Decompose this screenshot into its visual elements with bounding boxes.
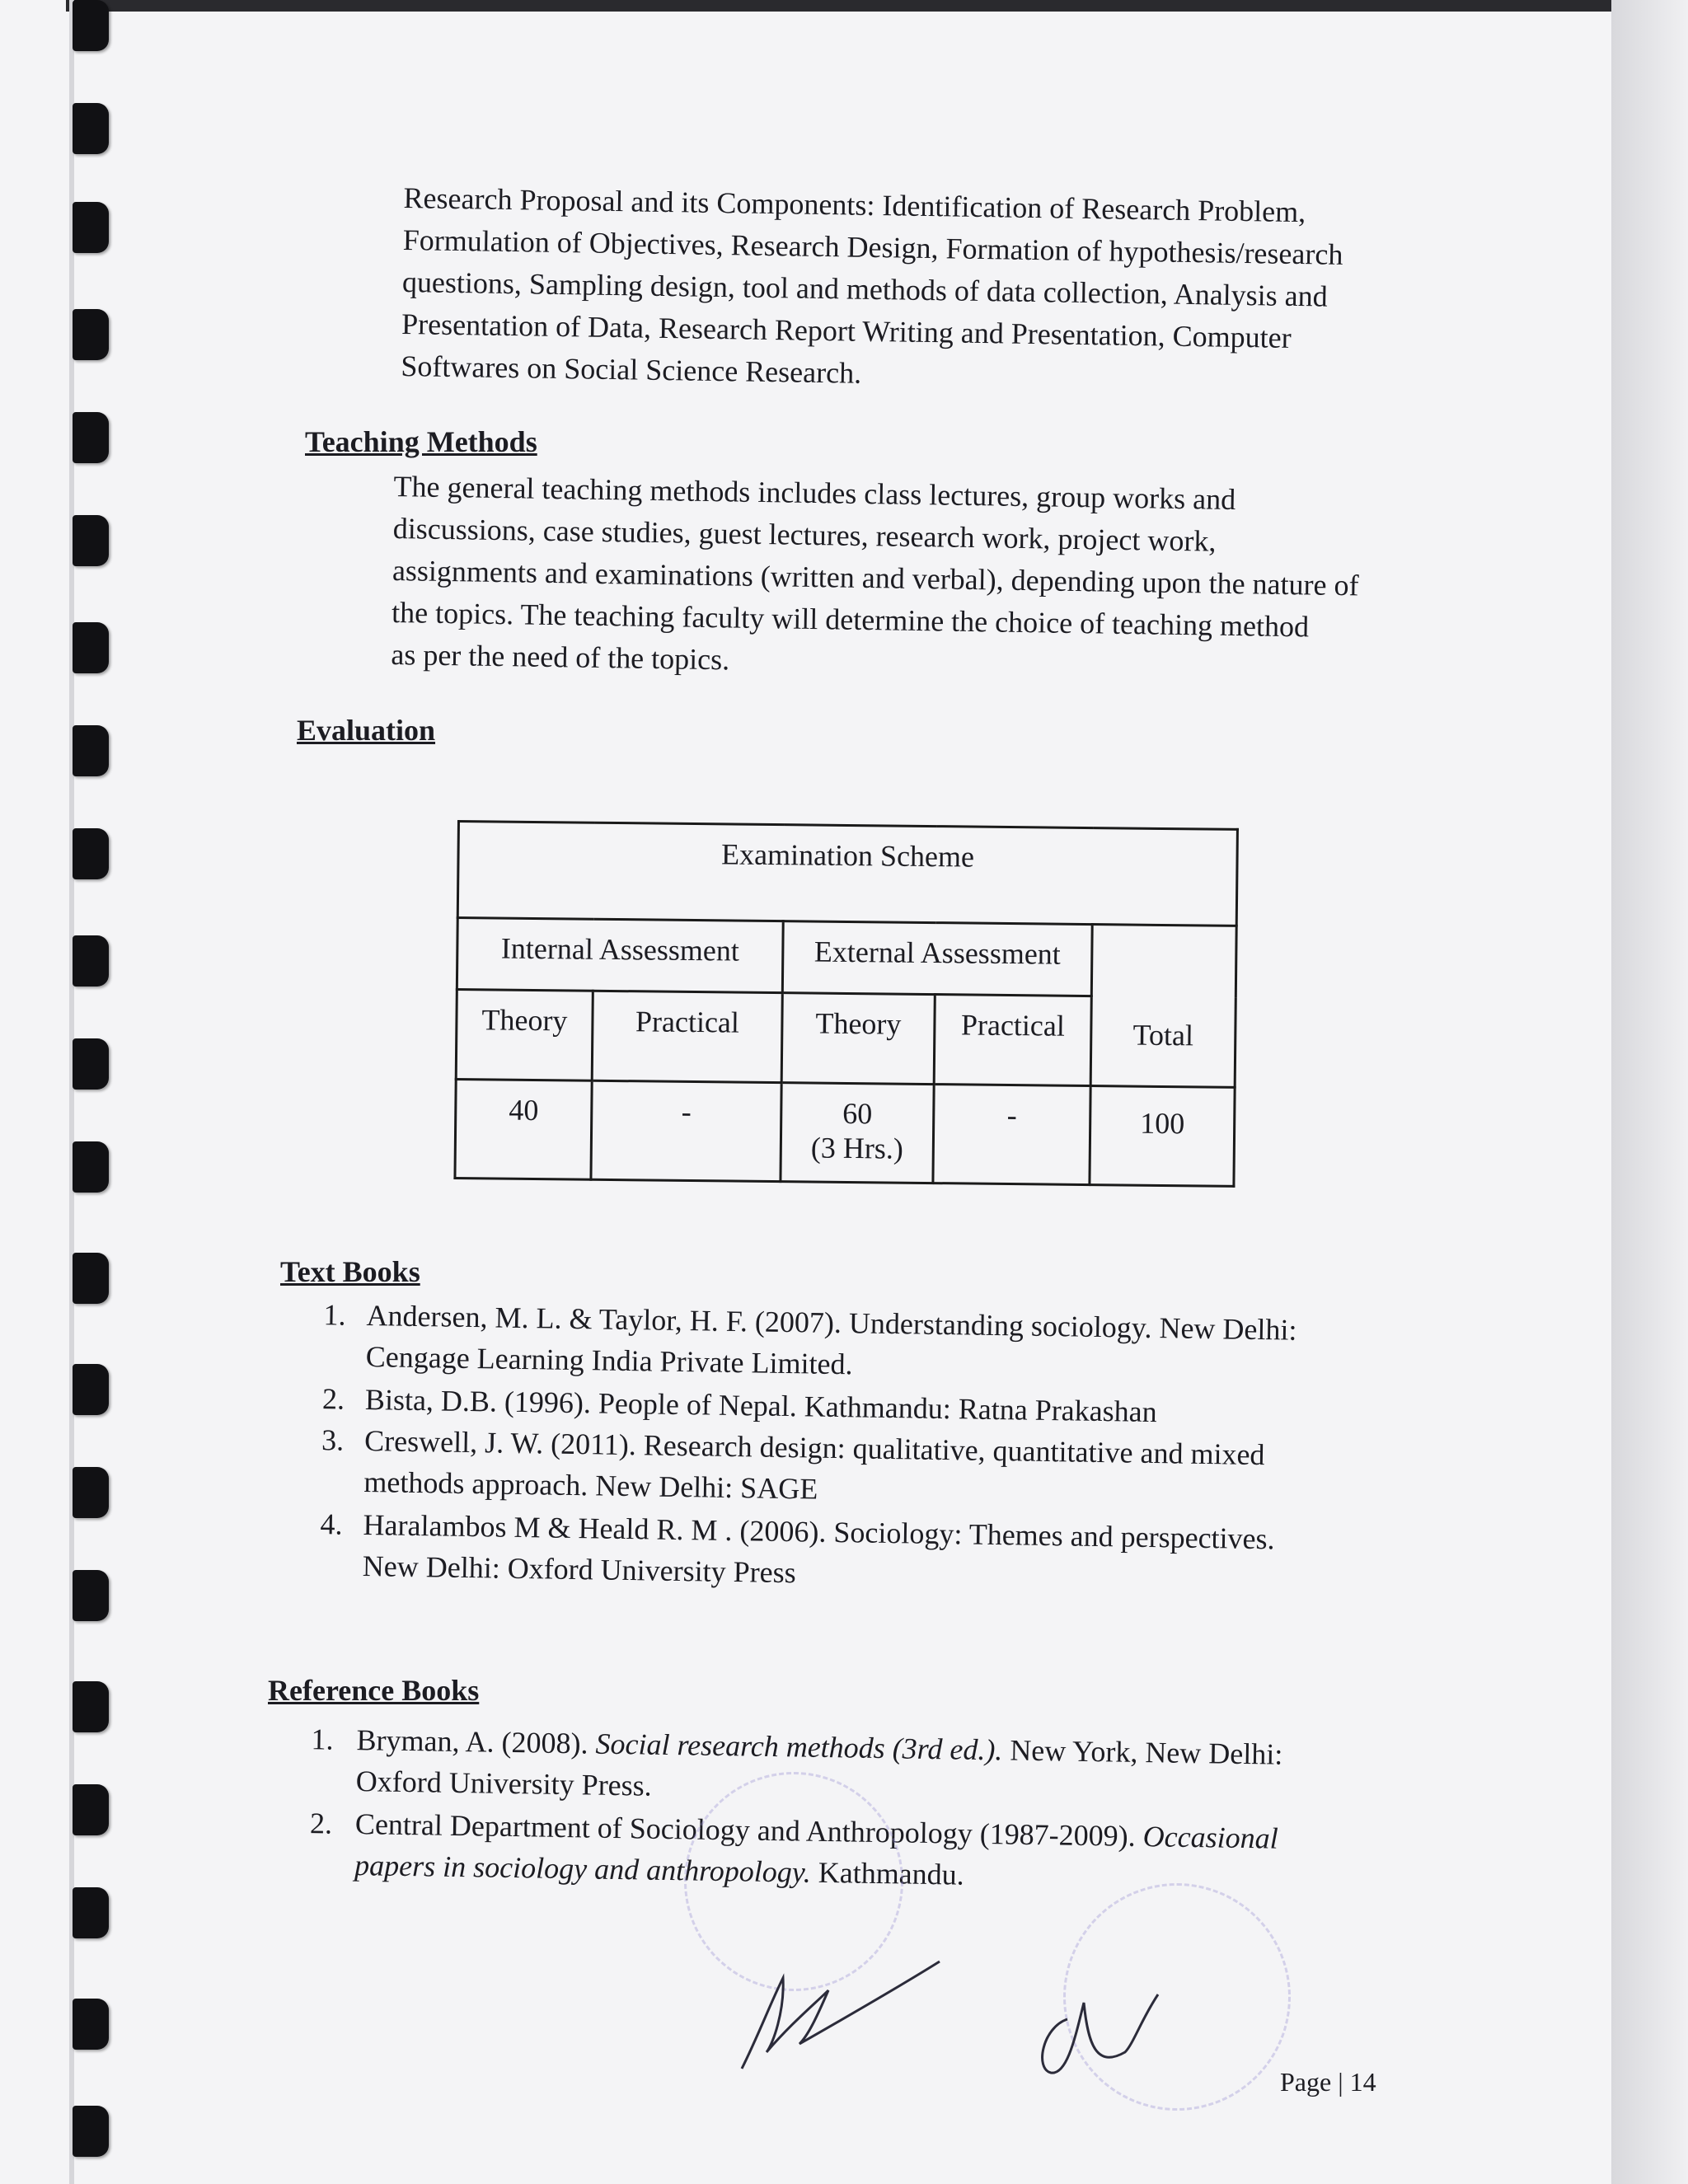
internal-assessment-header: Internal Assessment <box>457 918 783 993</box>
text-books-list <box>313 1294 1401 1590</box>
intro-line: Presentation of Data, Research Report Writing and Presentation, Computer <box>401 307 1292 354</box>
list-text <box>365 1295 1400 1394</box>
reference-line: Oxford University Press. <box>355 1765 653 1802</box>
binding-hole <box>73 202 109 253</box>
reference-title: papers in sociology and anthropology. <box>354 1849 812 1889</box>
binding-hole <box>73 1887 109 1938</box>
reference-line: methods approach. New Delhi: SAGE <box>363 1465 818 1506</box>
internal-theory-value: 40 <box>455 1079 592 1179</box>
list-number: 4. <box>320 1507 343 1541</box>
binding-hole <box>73 1141 109 1193</box>
external-theory-value <box>781 1083 934 1183</box>
reference-publisher: New York, New Delhi: <box>1002 1733 1283 1771</box>
list-text <box>355 1719 1388 1818</box>
teaching-line: as per the need of the topics. <box>391 637 730 677</box>
teaching-line: the topics. The teaching faculty will determine the choice of teaching method <box>391 595 1310 644</box>
binding-hole <box>73 1364 109 1415</box>
external-theory-header: Theory <box>781 993 935 1085</box>
list-item <box>313 1294 1401 1381</box>
reference-books-list <box>301 1718 1389 1891</box>
binding-hole <box>73 828 109 879</box>
internal-practical-value: - <box>591 1080 781 1181</box>
reference-title: Social research methods (3rd ed.). <box>595 1727 1003 1767</box>
list-text <box>363 1420 1399 1519</box>
reference-author: Central Department of Sociology and Anthropology (1987-2009). <box>354 1807 1144 1854</box>
teaching-methods-paragraph <box>391 466 1420 692</box>
total-value: 100 <box>1090 1086 1235 1187</box>
binding-hole <box>73 1253 109 1304</box>
list-number: 1. <box>323 1298 346 1332</box>
reference-line: New Delhi: Oxford University Press <box>362 1549 796 1590</box>
reference-title: Occasional <box>1142 1820 1278 1855</box>
reference-publisher: Kathmandu. <box>810 1855 965 1891</box>
intro-line: Softwares on Social Science Research. <box>401 349 862 390</box>
binding-hole <box>73 935 109 987</box>
internal-theory-header: Theory <box>456 990 593 1081</box>
list-number: 2. <box>321 1382 345 1416</box>
binding-hole <box>73 1784 109 1835</box>
external-practical-header: Practical <box>934 995 1091 1086</box>
intro-line: questions, Sampling design, tool and methods of data collection, Analysis and <box>401 265 1329 313</box>
evaluation-heading: Evaluation <box>297 714 436 747</box>
reference-author: Bryman, A. (2008). <box>356 1723 596 1760</box>
binding-hole <box>73 1999 109 2050</box>
teaching-line: assignments and examinations (written and verbal), depending upon the nature of <box>392 553 1359 602</box>
internal-practical-header: Practical <box>592 991 782 1082</box>
list-number: 2. <box>309 1807 333 1840</box>
binding-hole <box>73 2106 109 2157</box>
text-books-heading: Text Books <box>280 1255 420 1288</box>
list-number: 3. <box>321 1423 345 1457</box>
reference-line: Bista, D.B. (1996). People of Nepal. Kathmandu: Ratna Prakashan <box>364 1383 1158 1429</box>
teaching-line: The general teaching methods includes class lectures, group works and <box>393 469 1236 517</box>
binding-hole <box>73 0 109 51</box>
binding-hole <box>73 1570 109 1621</box>
list-text <box>362 1504 1397 1603</box>
binding-hole <box>73 1681 109 1732</box>
reference-line: Cengage Learning India Private Limited. <box>365 1340 853 1381</box>
examination-scheme-table <box>453 820 1239 1188</box>
table-title-cell: Examination Scheme <box>457 822 1237 926</box>
list-number: 1. <box>311 1722 334 1756</box>
teaching-methods-heading: Teaching Methods <box>305 425 537 458</box>
signature-right <box>1018 1970 1183 2093</box>
page-top-edge <box>66 0 1615 12</box>
binding-hole <box>73 622 109 673</box>
intro-line: Formulation of Objectives, Research Design, Formation of hypothesis/research <box>402 223 1343 271</box>
binding-hole <box>73 309 109 360</box>
total-header: Total <box>1090 925 1236 1088</box>
intro-paragraph <box>401 177 1426 403</box>
external-theory-marks: 60 <box>842 1096 873 1131</box>
reference-line: Creswell, J. W. (2011). Research design: qualitative, quantitative and mixed <box>363 1424 1265 1472</box>
reference-line: Haralambos M & Heald R. M . (2006). Sociology: Themes and perspectives. <box>363 1507 1275 1556</box>
teaching-line: discussions, case studies, guest lectures, research work, project work, <box>392 511 1217 558</box>
binding-hole <box>73 412 109 463</box>
list-item <box>301 1718 1389 1802</box>
binding-hole <box>73 1038 109 1090</box>
binding-hole <box>73 1467 109 1518</box>
external-theory-duration: (3 Hrs.) <box>810 1131 904 1165</box>
external-practical-value: - <box>933 1085 1090 1185</box>
page-number: Page | 14 <box>1280 2067 1376 2097</box>
page-right-shadow <box>1611 0 1688 2184</box>
binding-hole <box>73 103 109 154</box>
signature-left <box>692 1945 956 2085</box>
reference-books-heading: Reference Books <box>268 1674 480 1707</box>
binding-hole <box>73 515 109 566</box>
binding-hole <box>73 725 109 776</box>
reference-line: Andersen, M. L. & Taylor, H. F. (2007). Understanding sociology. New Delhi: <box>366 1299 1297 1347</box>
external-assessment-header: External Assessment <box>782 921 1092 996</box>
intro-line: Research Proposal and its Components: Identification of Research Problem, <box>403 180 1306 229</box>
